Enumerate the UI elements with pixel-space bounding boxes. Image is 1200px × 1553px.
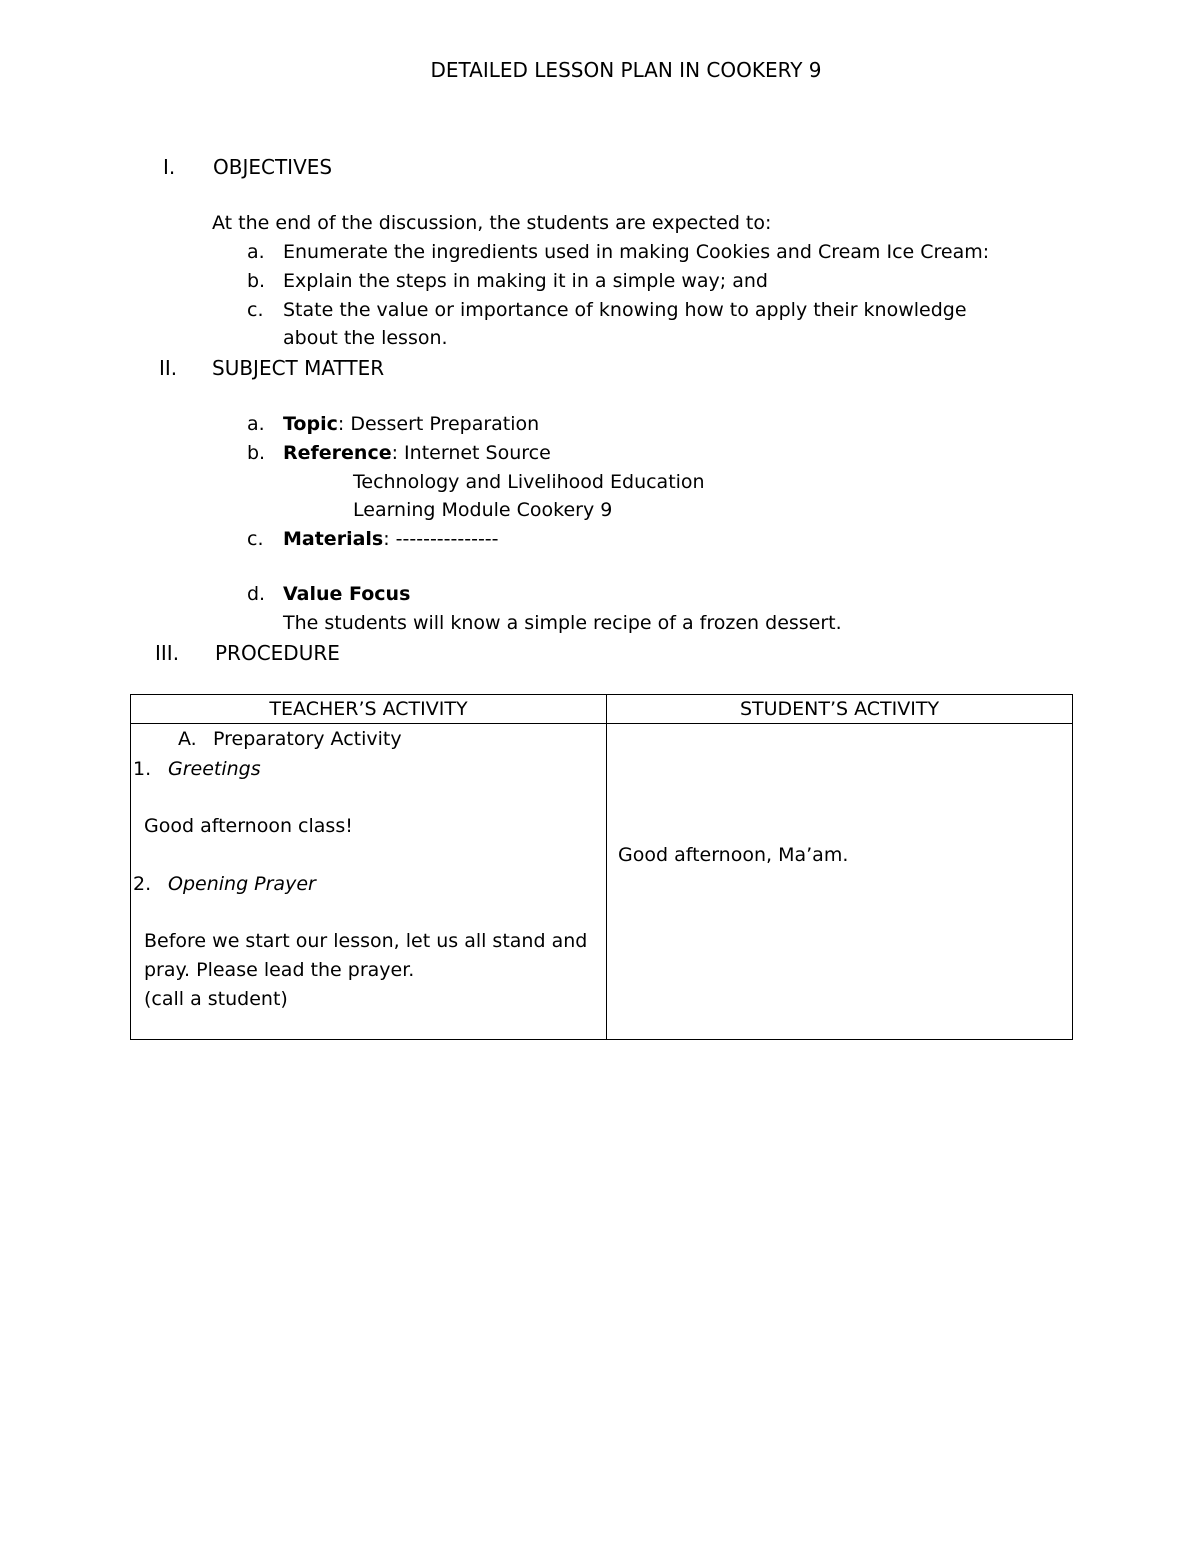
objectives-numeral: I. bbox=[163, 155, 176, 179]
materials-marker: c. bbox=[247, 528, 264, 550]
student-activity-cell bbox=[607, 724, 1073, 1040]
section-marker: A. bbox=[178, 728, 197, 750]
value-focus-label: Value Focus bbox=[283, 583, 411, 605]
document-title: DETAILED LESSON PLAN IN COOKERY 9 bbox=[430, 58, 822, 82]
teacher-prayer-text: Before we start our lesson, let us all stand and bbox=[144, 930, 588, 952]
objectives-intro: At the end of the discussion, the students are expected to: bbox=[212, 212, 772, 234]
step-title-opening-prayer: Opening Prayer bbox=[168, 873, 316, 895]
table-header-row bbox=[131, 695, 1073, 724]
step-marker: 2. bbox=[133, 873, 152, 895]
student-greeting-response: Good afternoon, Ma’am. bbox=[618, 844, 849, 866]
objective-item: Explain the steps in making it in a simple way; and bbox=[283, 270, 768, 292]
topic-marker: a. bbox=[247, 413, 265, 435]
table-row bbox=[131, 724, 1073, 1040]
objective-marker: c. bbox=[247, 299, 264, 321]
teacher-prayer-text: (call a student) bbox=[144, 988, 288, 1010]
value-focus-text: The students will know a simple recipe of a frozen dessert. bbox=[283, 612, 842, 634]
reference-line bbox=[283, 444, 551, 463]
procedure-numeral: III. bbox=[155, 641, 180, 665]
topic-label: Topic bbox=[283, 413, 338, 435]
objectives-heading: OBJECTIVES bbox=[213, 155, 333, 179]
objective-marker: a. bbox=[247, 241, 265, 263]
teacher-prayer-text: pray. Please lead the prayer. bbox=[144, 959, 415, 981]
topic-line bbox=[283, 415, 539, 434]
objective-item-continuation: about the lesson. bbox=[283, 327, 448, 349]
reference-label: Reference bbox=[283, 442, 392, 464]
materials-label: Materials bbox=[283, 528, 384, 550]
procedure-table bbox=[130, 694, 1073, 1040]
teacher-activity-header: TEACHER’S ACTIVITY bbox=[131, 695, 607, 724]
objective-marker: b. bbox=[247, 270, 266, 292]
subject-matter-numeral: II. bbox=[159, 356, 178, 380]
topic-value: : Dessert Preparation bbox=[337, 413, 540, 435]
value-focus-marker: d. bbox=[247, 583, 266, 605]
reference-detail: Technology and Livelihood Education bbox=[353, 471, 705, 493]
reference-detail: Learning Module Cookery 9 bbox=[353, 499, 613, 521]
step-title-greetings: Greetings bbox=[168, 758, 261, 780]
student-activity-header: STUDENT’S ACTIVITY bbox=[607, 695, 1073, 724]
reference-marker: b. bbox=[247, 442, 266, 464]
step-marker: 1. bbox=[133, 758, 152, 780]
procedure-heading: PROCEDURE bbox=[215, 641, 340, 665]
section-title: Preparatory Activity bbox=[213, 728, 402, 750]
objective-item: State the value or importance of knowing how to apply their knowledge bbox=[283, 299, 967, 321]
objective-item: Enumerate the ingredients used in making Cookies and Cream Ice Cream: bbox=[283, 241, 990, 263]
materials-line bbox=[283, 530, 499, 549]
reference-value: : Internet Source bbox=[391, 442, 551, 464]
materials-value: : --------------- bbox=[383, 528, 499, 550]
teacher-activity-cell bbox=[131, 724, 607, 1040]
teacher-greeting-text: Good afternoon class! bbox=[144, 815, 353, 837]
subject-matter-heading: SUBJECT MATTER bbox=[212, 356, 385, 380]
